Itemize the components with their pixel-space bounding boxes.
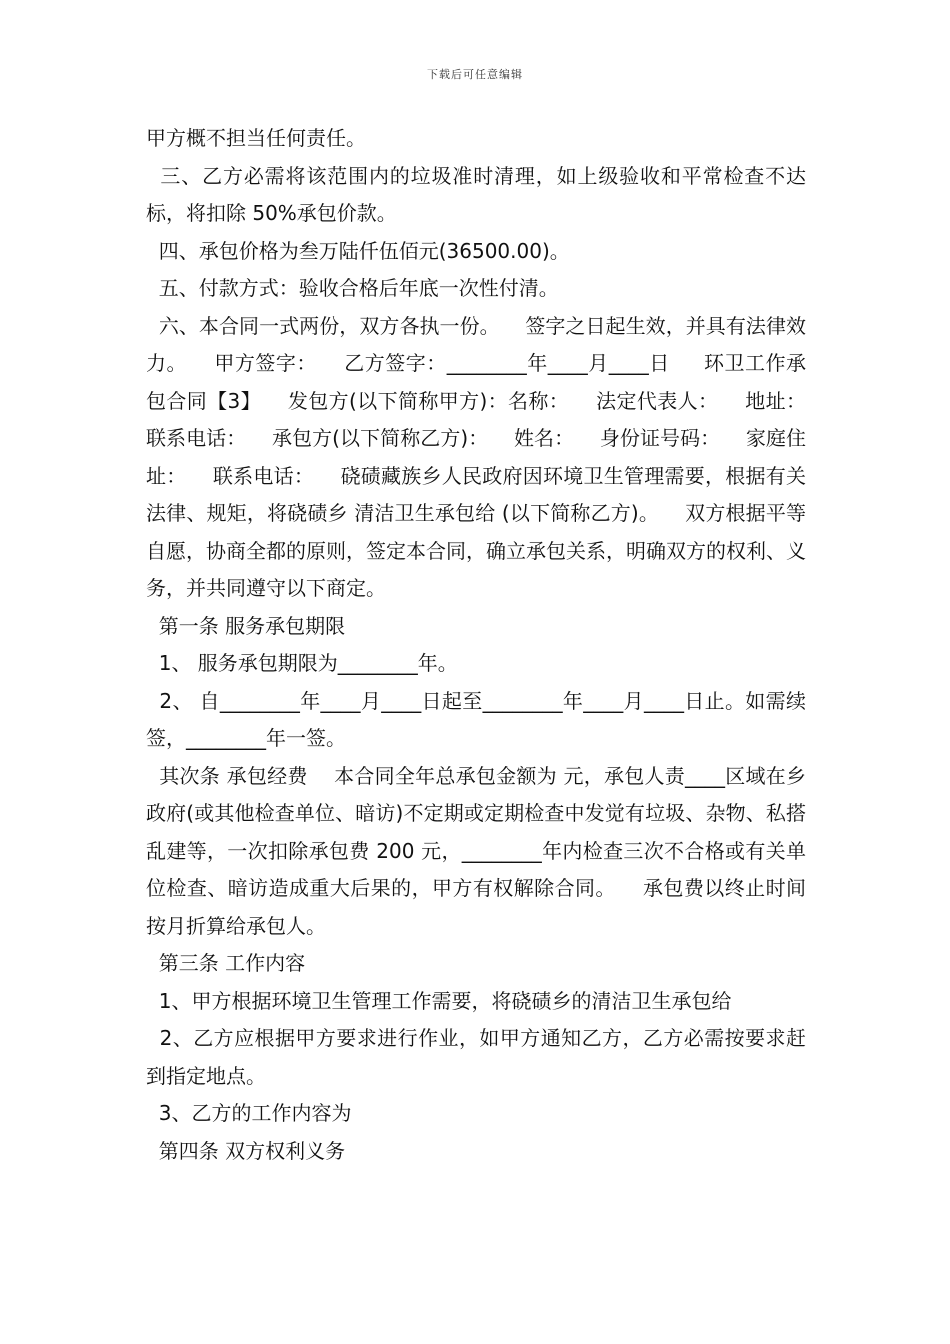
paragraph: 其次条 承包经费 本合同全年总承包金额为 元，承包人责____区域在乡政府(或其他检查单位、暗访)不定期或定期检查中发觉有垃圾、杂物、私搭乱建等，一次扣除承包费 200 元，________年内检查三次不合格或有关单位检查、暗访造成重大后果的，甲方有权解除合同。 承包费以终止时间按月折算给承包人。 xyxy=(146,763,806,938)
paragraph: 2、 自________年____月____日起至________年____月____日止。如需续签，________年一签。 xyxy=(146,688,806,750)
paragraph: 3、乙方的工作内容为 xyxy=(146,1101,352,1125)
paragraph: 2、乙方应根据甲方要求进行作业，如甲方通知乙方，乙方必需按要求赶到指定地点。 xyxy=(146,1026,806,1088)
section-heading: 第四条 双方权利义务 xyxy=(146,1138,346,1163)
paragraph: 六、本合同一式两份，双方各执一份。 签字之日起生效，并具有法律效力。 甲方签字： 乙方签字：________年____月____日 环卫工作承包合同【3】 发包方(以下简称甲方)：名称： 法定代表人： 地址： 联系电话： 承包方(以下简称乙方)： 姓名： 身份证号码： 家庭住址： 联系电话： 硗碛藏族乡人民政府因环境卫生管理需要，根据有关法律、规矩，将硗碛乡 清洁卫生承包给 (以下简称乙方)。 双方根据平等自愿，协商全都的原则，签定本合同，确立承包关系，明确双方的权利、义务，并共同遵守以下商定。 xyxy=(146,313,832,600)
contract-body xyxy=(146,120,832,1170)
section-heading: 第三条 工作内容 xyxy=(146,951,306,975)
page-header-note: 下载后可任意编辑 xyxy=(427,68,523,81)
paragraph: 1、 服务承包期限为________年。 xyxy=(146,651,458,675)
paragraph: 三、乙方必需将该范围内的垃圾准时清理，如上级验收和平常检查不达标，将扣除 50%承包价款。 xyxy=(146,163,806,225)
paragraph: 四、承包价格为叁万陆仟伍佰元(36500.00)。 xyxy=(146,238,570,263)
paragraph: 甲方概不担当任何责任。 xyxy=(146,126,366,150)
paragraph: 1、甲方根据环境卫生管理工作需要，将硗碛乡的清洁卫生承包给 xyxy=(146,988,732,1013)
paragraph: 五、付款方式：验收合格后年底一次性付清。 xyxy=(146,276,559,300)
section-heading: 第一条 服务承包期限 xyxy=(146,613,346,638)
